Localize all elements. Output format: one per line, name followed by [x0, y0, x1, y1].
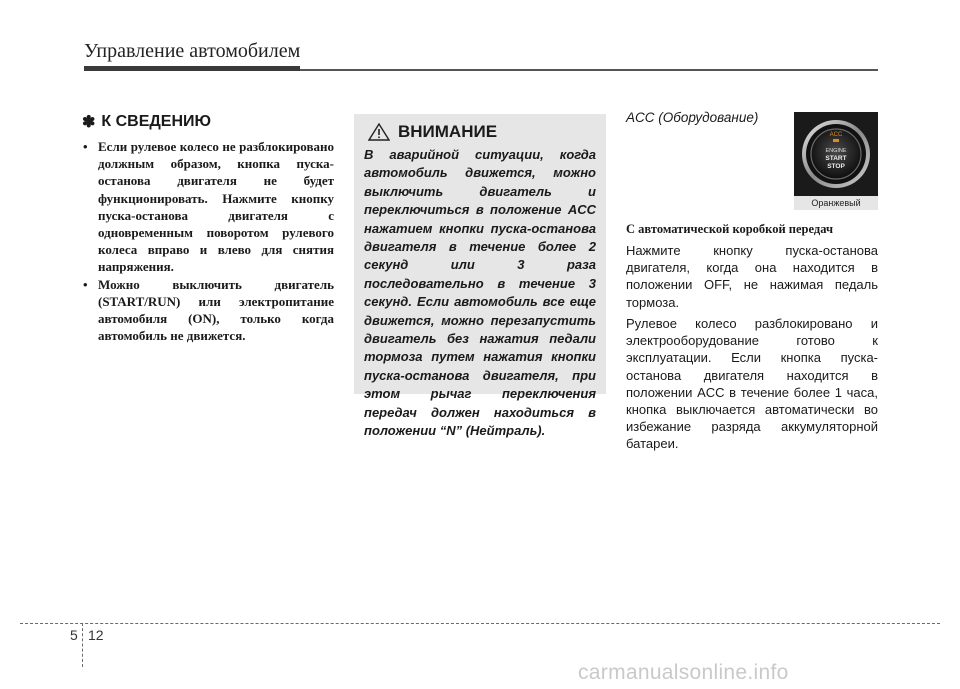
info-heading — [82, 112, 334, 132]
start-label: START — [825, 155, 847, 162]
page-number: 12 — [88, 627, 104, 643]
info-bullet-list — [82, 138, 334, 344]
footer-vertical-rule — [82, 623, 83, 667]
warning-title: ВНИМАНИЕ — [398, 122, 498, 141]
acc-paragraph-2: Рулевое колесо разблокировано и электрооборудование готово к эксплуатации. Если кнопка пуска-останова двигателя находится в положении ACC в течение более 1 часа, кнопка выключается автоматически во избежание разряда аккумуляторной батареи. — [626, 316, 878, 452]
header-rule-thick — [84, 66, 300, 71]
info-bullet-item: • Можно выключить двигатель (START/RUN) или электропитание автомобиля (ON), только когда автомобиль не движется. — [82, 276, 334, 345]
asterisk-icon: ✽ — [82, 114, 96, 131]
acc-indicator-label: ACC — [829, 132, 843, 138]
info-section — [82, 112, 334, 344]
start-stop-button-photo — [794, 112, 878, 210]
footer-dashed-rule — [20, 623, 940, 624]
engine-start-stop-button-image — [794, 112, 878, 196]
warning-triangle-icon — [368, 123, 390, 141]
acc-paragraph-1: Нажмите кнопку пуска-останова двигателя, когда она находится в положении OFF, не нажимая педаль тормоза. — [626, 243, 878, 310]
warning-body: В аварийной ситуации, когда автомобиль движется, можно выключить двигатель и переключиться в положение ACC нажатием кнопки пуска-останова двигателя в течение более 2 секунд или 3 раза последовательно в течение 3 секунд. Если автомобиль все еще движется, можно перезапустить двигатель без нажатия педали тормоза путем нажатия кнопки пуска-останова двигателя, при этом рычаг переключения передач должен находиться в положении “N” (Нейтраль). — [364, 147, 596, 439]
page-header-title: Управление автомобилем — [84, 40, 301, 62]
header-rule-thin — [300, 69, 878, 71]
info-title: К СВЕДЕНИЮ — [101, 113, 212, 130]
stop-label: STOP — [827, 163, 845, 170]
watermark: carmanualsonline.info — [578, 661, 789, 684]
warning-box — [354, 114, 606, 439]
acc-title: ACC (Оборудование) — [626, 110, 759, 125]
photo-caption: Оранжевый — [794, 196, 878, 210]
info-bullet-item: • Если рулевое колесо не разблокировано должным образом, кнопка пуска-останова двигателя не будет функционировать. Нажмите кнопку пуска-останова двигателя с одновременным поворотом рулевого колеса вправо и влево для снятия напряжения. — [82, 138, 334, 276]
warning-heading — [368, 122, 596, 142]
chapter-number: 5 — [70, 627, 78, 643]
acc-subheading: С автоматической коробкой передач — [626, 222, 834, 236]
engine-label: ENGINE — [825, 148, 847, 154]
